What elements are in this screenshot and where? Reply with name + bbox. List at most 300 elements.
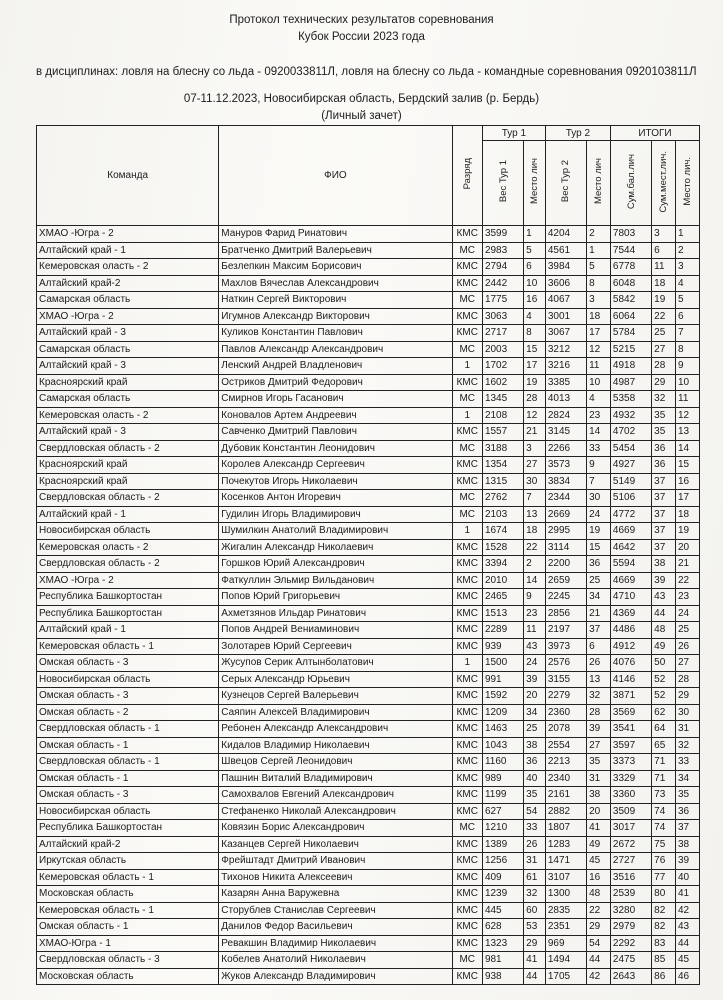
fio-cell: Самохвалов Евгений Александрович <box>219 787 452 804</box>
sum-points-cell: 4486 <box>610 622 651 639</box>
weight1-cell: 2108 <box>482 407 523 424</box>
fio-cell: Ребонен Александр Александрович <box>219 721 452 738</box>
place2-cell: 17 <box>587 325 611 342</box>
place1-cell: 40 <box>524 770 546 787</box>
place1-cell: 30 <box>524 473 546 490</box>
final-place-cell: 46 <box>676 968 700 985</box>
sum-points-cell: 3509 <box>610 803 651 820</box>
weight1-cell: 2103 <box>482 506 523 523</box>
weight1-cell: 3599 <box>482 226 523 243</box>
weight1-cell: 1199 <box>482 787 523 804</box>
table-row <box>37 341 700 358</box>
place2-cell: 14 <box>587 424 611 441</box>
place2-cell: 3 <box>587 292 611 309</box>
final-place-cell: 23 <box>676 589 700 606</box>
place1-cell: 16 <box>524 292 546 309</box>
fio-cell: Жусупов Серик Алтынболатович <box>219 655 452 672</box>
table-row <box>37 952 700 969</box>
table-row <box>37 275 700 292</box>
table-row <box>37 787 700 804</box>
team-cell: Свердловская область - 1 <box>37 754 219 771</box>
weight1-cell: 1528 <box>482 539 523 556</box>
fio-cell: Дубовик Константин Леонидович <box>219 440 452 457</box>
place1-cell: 20 <box>524 688 546 705</box>
table-row <box>37 440 700 457</box>
fio-cell: Жигалин Александр Николаевич <box>219 539 452 556</box>
rank-cell: КМС <box>452 605 482 622</box>
team-cell: Омская область - 1 <box>37 919 219 936</box>
team-cell: Кемеровская область - 1 <box>37 638 219 655</box>
fio-cell: Махлов Вячеслав Александрович <box>219 275 452 292</box>
team-cell: Кемеровская оласть - 2 <box>37 259 219 276</box>
weight2-cell: 3216 <box>545 358 586 375</box>
final-place-cell: 25 <box>676 622 700 639</box>
table-row <box>37 737 700 754</box>
weight1-cell: 1345 <box>482 391 523 408</box>
fio-cell: Пашнин Виталий Владимирович <box>219 770 452 787</box>
sum-points-cell: 5106 <box>610 490 651 507</box>
table-row <box>37 655 700 672</box>
rank-cell: КМС <box>452 556 482 573</box>
weight2-cell: 1494 <box>545 952 586 969</box>
place1-cell: 13 <box>524 506 546 523</box>
weight1-cell: 2717 <box>482 325 523 342</box>
weight1-cell: 2442 <box>482 275 523 292</box>
final-place-cell: 16 <box>676 473 700 490</box>
rank-cell: КМС <box>452 275 482 292</box>
team-cell: Самарская область <box>37 391 219 408</box>
place2-cell: 44 <box>587 952 611 969</box>
rank-cell: КМС <box>452 671 482 688</box>
weight1-cell: 1210 <box>482 820 523 837</box>
sum-points-cell: 6778 <box>610 259 651 276</box>
final-place-cell: 33 <box>676 754 700 771</box>
final-place-cell: 15 <box>676 457 700 474</box>
rank-cell: КМС <box>452 688 482 705</box>
final-place-cell: 27 <box>676 655 700 672</box>
weight1-cell: 1256 <box>482 853 523 870</box>
place1-cell: 23 <box>524 605 546 622</box>
place1-cell: 38 <box>524 737 546 754</box>
table-row <box>37 292 700 309</box>
weight1-cell: 1702 <box>482 358 523 375</box>
weight2-cell: 1300 <box>545 886 586 903</box>
final-place-cell: 24 <box>676 605 700 622</box>
sum-points-cell: 2979 <box>610 919 651 936</box>
weight2-cell: 3212 <box>545 341 586 358</box>
place2-cell: 33 <box>587 440 611 457</box>
sum-points-cell: 7544 <box>610 242 651 259</box>
place1-cell: 10 <box>524 275 546 292</box>
sum-places-cell: 71 <box>652 770 676 787</box>
fio-cell: Кобелев Анатолий Николаевич <box>219 952 452 969</box>
team-cell: Кемеровская оласть - 2 <box>37 539 219 556</box>
final-place-cell: 31 <box>676 721 700 738</box>
sum-points-cell: 5842 <box>610 292 651 309</box>
team-cell: Московская область <box>37 968 219 985</box>
place2-cell: 21 <box>587 605 611 622</box>
final-place-cell: 5 <box>676 292 700 309</box>
sum-places-cell: 25 <box>652 325 676 342</box>
fio-cell: Ковязин Борис Александрович <box>219 820 452 837</box>
fio-cell: Смирнов Игорь Гасанович <box>219 391 452 408</box>
rank-cell: КМС <box>452 935 482 952</box>
weight1-cell: 2983 <box>482 242 523 259</box>
table-row <box>37 473 700 490</box>
team-cell: Кемеровская область - 1 <box>37 869 219 886</box>
place1-cell: 27 <box>524 457 546 474</box>
sum-points-cell: 2475 <box>610 952 651 969</box>
place2-cell: 26 <box>587 655 611 672</box>
team-cell: Свердловская область - 2 <box>37 490 219 507</box>
weight1-cell: 1592 <box>482 688 523 705</box>
place1-cell: 18 <box>524 523 546 540</box>
weight2-cell: 4561 <box>545 242 586 259</box>
weight1-cell: 1315 <box>482 473 523 490</box>
place1-cell: 17 <box>524 358 546 375</box>
place2-cell: 11 <box>587 358 611 375</box>
table-row <box>37 886 700 903</box>
sum-places-cell: 74 <box>652 820 676 837</box>
table-row <box>37 490 700 507</box>
fio-cell: Ленский Андрей Владленович <box>219 358 452 375</box>
fio-cell: Ахметзянов Ильдар Ринатович <box>219 605 452 622</box>
fio-cell: Гудилин Игорь Владимирович <box>219 506 452 523</box>
place1-cell: 31 <box>524 853 546 870</box>
column-group-tour1: Тур 1 <box>482 126 545 141</box>
weight2-cell: 3155 <box>545 671 586 688</box>
fio-cell: Сторублев Станислав Сергеевич <box>219 902 452 919</box>
place1-cell: 43 <box>524 638 546 655</box>
column-group-totals: ИТОГИ <box>610 126 699 141</box>
place1-cell: 36 <box>524 754 546 771</box>
place1-cell: 34 <box>524 704 546 721</box>
weight1-cell: 627 <box>482 803 523 820</box>
sum-points-cell: 3597 <box>610 737 651 754</box>
final-place-cell: 38 <box>676 836 700 853</box>
place1-cell: 14 <box>524 572 546 589</box>
fio-cell: Казарян Анна Варужевна <box>219 886 452 903</box>
weight2-cell: 2856 <box>545 605 586 622</box>
weight1-cell: 2794 <box>482 259 523 276</box>
weight2-cell: 1283 <box>545 836 586 853</box>
sum-places-cell: 85 <box>652 952 676 969</box>
final-place-cell: 9 <box>676 358 700 375</box>
place1-cell: 26 <box>524 836 546 853</box>
sum-points-cell: 4987 <box>610 374 651 391</box>
final-place-cell: 8 <box>676 341 700 358</box>
place2-cell: 31 <box>587 770 611 787</box>
team-cell: ХМАО-Югра - 1 <box>37 935 219 952</box>
team-cell: Самарская область <box>37 292 219 309</box>
team-cell: Новосибирская область <box>37 803 219 820</box>
fio-cell: Павлов Александр Александрович <box>219 341 452 358</box>
rank-cell: МС <box>452 391 482 408</box>
table-row <box>37 259 700 276</box>
final-place-cell: 20 <box>676 539 700 556</box>
place2-cell: 18 <box>587 308 611 325</box>
rank-cell: КМС <box>452 374 482 391</box>
place1-cell: 60 <box>524 902 546 919</box>
column-header-team: Команда <box>37 126 219 226</box>
rank-cell: КМС <box>452 638 482 655</box>
rank-cell: КМС <box>452 589 482 606</box>
final-place-cell: 28 <box>676 671 700 688</box>
place1-cell: 6 <box>524 259 546 276</box>
weight2-cell: 2245 <box>545 589 586 606</box>
fio-cell: Савченко Дмитрий Павлович <box>219 424 452 441</box>
sum-points-cell: 2727 <box>610 853 651 870</box>
rank-cell: КМС <box>452 869 482 886</box>
place2-cell: 12 <box>587 341 611 358</box>
weight1-cell: 2465 <box>482 589 523 606</box>
place2-cell: 54 <box>587 935 611 952</box>
sum-places-cell: 44 <box>652 605 676 622</box>
sum-points-cell: 6064 <box>610 308 651 325</box>
sum-places-cell: 82 <box>652 902 676 919</box>
weight2-cell: 1807 <box>545 820 586 837</box>
sum-points-cell: 5358 <box>610 391 651 408</box>
weight2-cell: 3385 <box>545 374 586 391</box>
fio-cell: Братченко Дмитрий Валерьевич <box>219 242 452 259</box>
place1-cell: 25 <box>524 721 546 738</box>
table-row <box>37 902 700 919</box>
team-cell: Свердловская область - 1 <box>37 721 219 738</box>
weight2-cell: 3145 <box>545 424 586 441</box>
team-cell: Кемеровская оласть - 2 <box>37 407 219 424</box>
place2-cell: 36 <box>587 556 611 573</box>
weight1-cell: 2289 <box>482 622 523 639</box>
weight2-cell: 2360 <box>545 704 586 721</box>
weight2-cell: 2351 <box>545 919 586 936</box>
fio-cell: Безлепкин Максим Борисович <box>219 259 452 276</box>
rank-cell: КМС <box>452 754 482 771</box>
place1-cell: 19 <box>524 374 546 391</box>
sum-places-cell: 86 <box>652 968 676 985</box>
sum-points-cell: 4927 <box>610 457 651 474</box>
sum-places-cell: 18 <box>652 275 676 292</box>
weight1-cell: 1160 <box>482 754 523 771</box>
table-row <box>37 556 700 573</box>
rank-cell: МС <box>452 292 482 309</box>
place1-cell: 11 <box>524 622 546 639</box>
place2-cell: 28 <box>587 704 611 721</box>
weight1-cell: 938 <box>482 968 523 985</box>
team-cell: Алтайский край-2 <box>37 275 219 292</box>
final-place-cell: 36 <box>676 803 700 820</box>
table-row <box>37 754 700 771</box>
sum-points-cell: 4918 <box>610 358 651 375</box>
team-cell: Новосибирская область <box>37 671 219 688</box>
weight2-cell: 2554 <box>545 737 586 754</box>
table-row <box>37 622 700 639</box>
date-place-line: 07-11.12.2023, Новосибирская область, Бердский залив (р. Бердь) <box>183 93 540 105</box>
team-cell: Алтайский край - 1 <box>37 506 219 523</box>
column-header-weight1: Вес Тур 1 <box>482 141 523 226</box>
weight1-cell: 445 <box>482 902 523 919</box>
team-cell: ХМАО -Югра - 2 <box>37 572 219 589</box>
column-group-tour2: Тур 2 <box>545 126 610 141</box>
weight2-cell: 2995 <box>545 523 586 540</box>
table-row <box>37 638 700 655</box>
weight2-cell: 2161 <box>545 787 586 804</box>
table-row <box>37 391 700 408</box>
table-row <box>37 688 700 705</box>
team-cell: Самарская область <box>37 341 219 358</box>
final-place-cell: 2 <box>676 242 700 259</box>
weight1-cell: 3188 <box>482 440 523 457</box>
team-cell: Алтайский край - 1 <box>37 622 219 639</box>
weight2-cell: 2882 <box>545 803 586 820</box>
fio-cell: Коновалов Артем Андреевич <box>219 407 452 424</box>
sum-places-cell: 77 <box>652 869 676 886</box>
weight2-cell: 3114 <box>545 539 586 556</box>
rank-cell: КМС <box>452 424 482 441</box>
table-row <box>37 457 700 474</box>
table-row <box>37 803 700 820</box>
weight1-cell: 1389 <box>482 836 523 853</box>
fio-cell: Стефаненко Николай Александрович <box>219 803 452 820</box>
sum-points-cell: 4642 <box>610 539 651 556</box>
weight2-cell: 3834 <box>545 473 586 490</box>
place1-cell: 3 <box>524 440 546 457</box>
rank-cell: КМС <box>452 226 482 243</box>
rank-cell: МС <box>452 440 482 457</box>
sum-places-cell: 39 <box>652 572 676 589</box>
final-place-cell: 44 <box>676 935 700 952</box>
sum-places-cell: 6 <box>652 242 676 259</box>
weight1-cell: 3394 <box>482 556 523 573</box>
fio-cell: Попов Андрей Вениаминович <box>219 622 452 639</box>
rank-cell: КМС <box>452 622 482 639</box>
place2-cell: 32 <box>587 688 611 705</box>
final-place-cell: 21 <box>676 556 700 573</box>
table-row <box>37 407 700 424</box>
final-place-cell: 45 <box>676 952 700 969</box>
sum-places-cell: 37 <box>652 539 676 556</box>
fio-cell: Золотарев Юрий Сергеевич <box>219 638 452 655</box>
sum-places-cell: 38 <box>652 556 676 573</box>
place1-cell: 41 <box>524 952 546 969</box>
place1-cell: 22 <box>524 539 546 556</box>
sum-places-cell: 19 <box>652 292 676 309</box>
weight2-cell: 3573 <box>545 457 586 474</box>
table-row <box>37 374 700 391</box>
place1-cell: 2 <box>524 556 546 573</box>
sum-places-cell: 29 <box>652 374 676 391</box>
sum-places-cell: 52 <box>652 671 676 688</box>
weight2-cell: 3606 <box>545 275 586 292</box>
fio-cell: Кузнецов Сергей Валерьевич <box>219 688 452 705</box>
sum-points-cell: 5454 <box>610 440 651 457</box>
place1-cell: 61 <box>524 869 546 886</box>
sum-places-cell: 32 <box>652 391 676 408</box>
place2-cell: 8 <box>587 275 611 292</box>
weight1-cell: 2762 <box>482 490 523 507</box>
rank-cell: КМС <box>452 886 482 903</box>
team-cell: Омская область - 3 <box>37 655 219 672</box>
sum-places-cell: 80 <box>652 886 676 903</box>
sum-points-cell: 2672 <box>610 836 651 853</box>
sum-places-cell: 48 <box>652 622 676 639</box>
team-cell: ХМАО -Югра - 2 <box>37 308 219 325</box>
weight1-cell: 628 <box>482 919 523 936</box>
weight1-cell: 3063 <box>482 308 523 325</box>
final-place-cell: 22 <box>676 572 700 589</box>
table-row <box>37 539 700 556</box>
place2-cell: 1 <box>587 242 611 259</box>
sum-points-cell: 6048 <box>610 275 651 292</box>
place2-cell: 2 <box>587 226 611 243</box>
weight1-cell: 1209 <box>482 704 523 721</box>
sum-places-cell: 49 <box>652 638 676 655</box>
fio-cell: Косенков Антон Игоревич <box>219 490 452 507</box>
place2-cell: 13 <box>587 671 611 688</box>
sum-points-cell: 4146 <box>610 671 651 688</box>
sum-points-cell: 5149 <box>610 473 651 490</box>
weight1-cell: 1354 <box>482 457 523 474</box>
place1-cell: 28 <box>524 391 546 408</box>
sum-points-cell: 4669 <box>610 572 651 589</box>
final-place-cell: 39 <box>676 853 700 870</box>
rank-cell: КМС <box>452 902 482 919</box>
rank-cell: КМС <box>452 308 482 325</box>
sum-points-cell: 4369 <box>610 605 651 622</box>
table-row <box>37 308 700 325</box>
weight2-cell: 3107 <box>545 869 586 886</box>
place2-cell: 15 <box>587 539 611 556</box>
sum-places-cell: 36 <box>652 440 676 457</box>
place1-cell: 24 <box>524 655 546 672</box>
place2-cell: 37 <box>587 622 611 639</box>
weight1-cell: 1323 <box>482 935 523 952</box>
place1-cell: 39 <box>524 671 546 688</box>
place2-cell: 5 <box>587 259 611 276</box>
fio-cell: Казанцев Сергей Николаевич <box>219 836 452 853</box>
team-cell: Республика Башкортостан <box>37 589 219 606</box>
column-header-fio: ФИО <box>219 126 452 226</box>
fio-cell: Шумилкин Анатолий Владимирович <box>219 523 452 540</box>
final-place-cell: 19 <box>676 523 700 540</box>
weight1-cell: 409 <box>482 869 523 886</box>
weight1-cell: 1557 <box>482 424 523 441</box>
sum-places-cell: 62 <box>652 704 676 721</box>
place2-cell: 45 <box>587 853 611 870</box>
team-cell: Свердловская область - 2 <box>37 556 219 573</box>
rank-cell: 1 <box>452 655 482 672</box>
sum-places-cell: 65 <box>652 737 676 754</box>
sum-points-cell: 5594 <box>610 556 651 573</box>
rank-cell: КМС <box>452 721 482 738</box>
results-table <box>36 125 700 985</box>
final-place-cell: 1 <box>676 226 700 243</box>
sum-points-cell: 3516 <box>610 869 651 886</box>
column-header-sum-points: Сум.бал.лич <box>610 141 651 226</box>
column-header-sum-places: Сум.мест.лич. <box>652 141 676 226</box>
final-place-cell: 34 <box>676 770 700 787</box>
place2-cell: 27 <box>587 737 611 754</box>
sum-places-cell: 43 <box>652 589 676 606</box>
weight1-cell: 989 <box>482 770 523 787</box>
weight2-cell: 2213 <box>545 754 586 771</box>
table-row <box>37 721 700 738</box>
rank-cell: КМС <box>452 704 482 721</box>
fio-cell: Жуков Александр Владимирович <box>219 968 452 985</box>
place1-cell: 54 <box>524 803 546 820</box>
weight2-cell: 2669 <box>545 506 586 523</box>
sum-places-cell: 36 <box>652 457 676 474</box>
team-cell: Иркутская область <box>37 853 219 870</box>
